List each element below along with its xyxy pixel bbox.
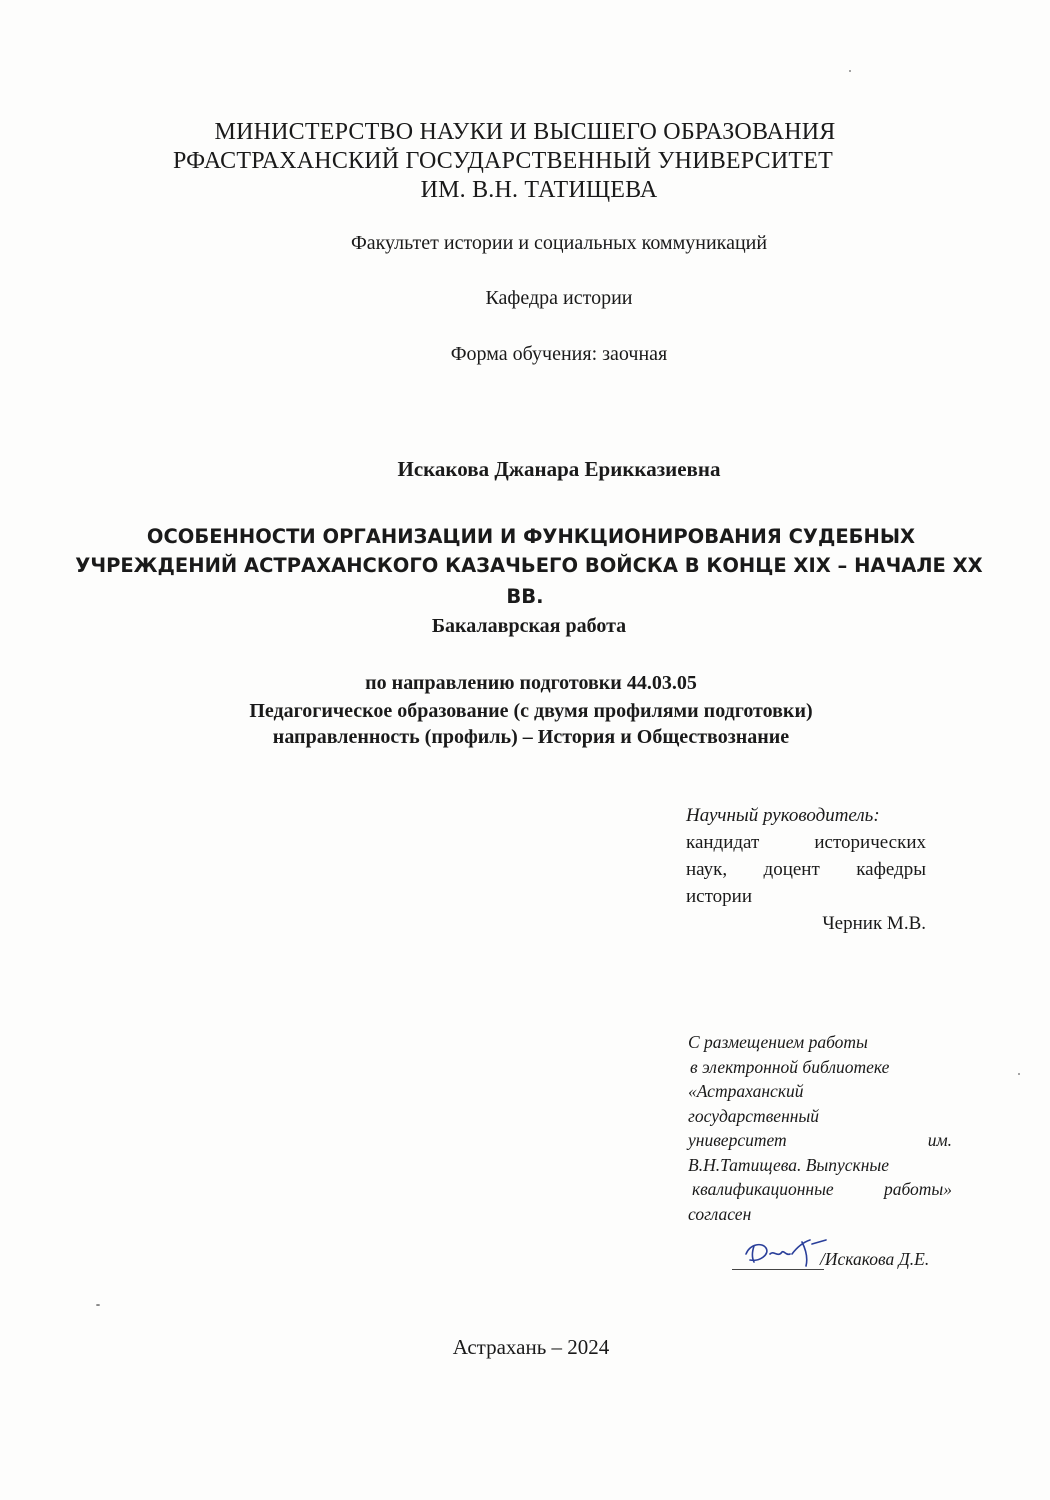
work-type: Бакалаврская работа (431, 615, 627, 637)
consent-line-7 (688, 1177, 952, 1202)
consent-line-5-word-2: им. (927, 1130, 952, 1150)
direction-line-3: направленность (профиль) – История и Обществознание (272, 726, 790, 748)
consent-line-8: согласен (688, 1203, 752, 1224)
ministry-line-3: ИМ. В.Н. ТАТИЩЕВА (420, 177, 658, 203)
study-form: Форма обучения: заочная (450, 343, 668, 365)
supervisor-label: Научный руководитель: (686, 805, 880, 826)
work-title-line-2: УЧРЕЖДЕНИЙ АСТРАХАНСКОГО КАЗАЧЬЕГО ВОЙСКА В КОНЦЕ XIX – НАЧАЛЕ XX (75, 554, 983, 577)
scan-speck (96, 1304, 100, 1306)
supervisor-degree-word-2: исторических (814, 832, 926, 853)
work-title-line-3: ВВ. (506, 585, 544, 608)
consent-line-6: В.Н.Татищева. Выпускные (688, 1154, 890, 1175)
scan-speck (849, 70, 851, 72)
ministry-line-2: РФАСТРАХАНСКИЙ ГОСУДАРСТВЕННЫЙ УНИВЕРСИТЕТ (173, 148, 833, 174)
consent-line-3: «Астраханский (688, 1081, 804, 1101)
scan-speck (1018, 1073, 1020, 1075)
faculty-name: Факультет истории и социальных коммуникаций (350, 232, 768, 254)
supervisor-degree-word-5: кафедры (856, 859, 926, 880)
supervisor-degree-word-1: кандидат (686, 832, 760, 853)
direction-line-2: Педагогическое образование (с двумя профилями подготовки) (249, 700, 813, 722)
supervisor-block (686, 802, 926, 937)
work-title-line-1: ОСОБЕННОСТИ ОРГАНИЗАЦИИ И ФУНКЦИОНИРОВАНИЯ СУДЕБНЫХ (146, 525, 916, 548)
consent-line-5 (688, 1128, 952, 1153)
supervisor-name: Черник М.В. (822, 913, 926, 934)
supervisor-degree-word-3: наук, (686, 859, 728, 880)
direction-line-1: по направлению подготовки 44.03.05 (365, 672, 697, 694)
consent-line-2: в электронной библиотеке (690, 1056, 890, 1077)
city-year: Астрахань – 2024 (452, 1335, 610, 1359)
consent-line-1: С размещением работы (688, 1032, 868, 1052)
ministry-line-1: МИНИСТЕРСТВО НАУКИ И ВЫСШЕГО ОБРАЗОВАНИЯ (214, 119, 836, 145)
supervisor-degree-row-2 (686, 856, 926, 883)
consent-line-4: государственный (688, 1105, 820, 1126)
consent-line-5-word-1: университет (688, 1130, 787, 1150)
signature-line (732, 1269, 824, 1270)
signature-row (732, 1236, 962, 1276)
library-consent-block (688, 1030, 952, 1226)
supervisor-degree-row-3: истории (686, 886, 752, 907)
supervisor-degree-word-4: доцент (763, 859, 820, 880)
consent-line-7-word-2: работы» (883, 1179, 952, 1199)
consent-line-7-word-1: квалификационные (692, 1179, 834, 1199)
signature-name: /Искакова Д.Е. (820, 1249, 930, 1269)
author-name: Искакова Джанара Ерикказиевна (397, 457, 721, 481)
department-name: Кафедра истории (485, 287, 633, 309)
supervisor-degree-row-1 (686, 829, 926, 856)
